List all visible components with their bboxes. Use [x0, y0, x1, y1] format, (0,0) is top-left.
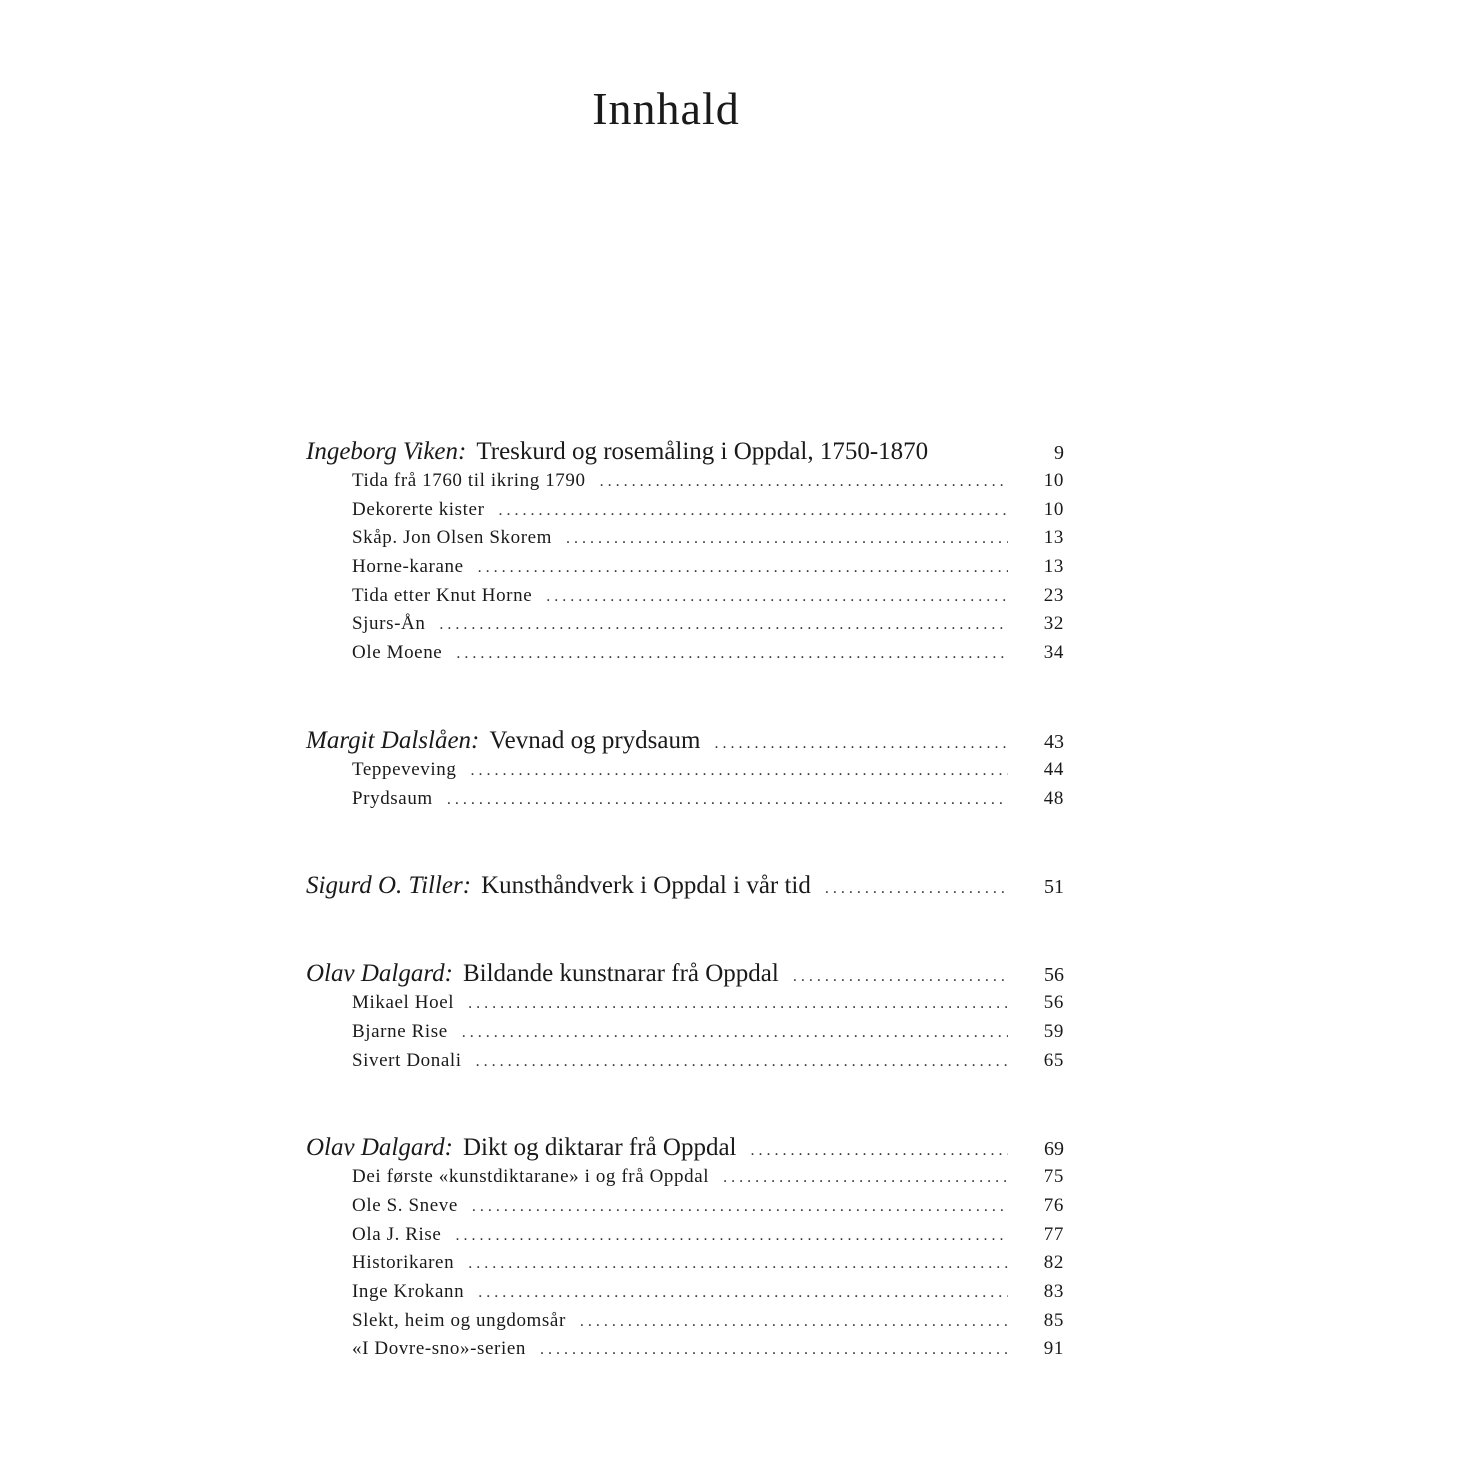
entry-title: Skåp. Jon Olsen Skorem	[352, 527, 553, 549]
dot-leader	[793, 968, 1008, 986]
toc-entry-row[interactable]	[306, 1338, 1064, 1367]
page-number: 91	[1043, 1338, 1064, 1360]
toc-section	[306, 872, 1064, 904]
entry-title: Sjurs-Ån	[352, 613, 426, 635]
toc-entry-row[interactable]	[306, 1310, 1064, 1339]
page-number: 44	[1043, 758, 1064, 780]
chapter-author: Margit Dalslåen:	[306, 726, 480, 754]
dot-leader	[468, 1255, 1008, 1273]
page-number: 32	[1043, 613, 1064, 635]
page-number: 83	[1043, 1281, 1064, 1302]
page-number: 34	[1043, 642, 1064, 664]
toc-entry-row[interactable]	[306, 499, 1064, 528]
chapter-author: Olav Dalgard:	[306, 1134, 453, 1162]
toc-entry-row[interactable]	[306, 1021, 1064, 1050]
entry-title: Dei første «kunstdiktarane» i og frå Oppdal	[352, 1166, 710, 1188]
dot-leader	[546, 588, 1008, 606]
toc-entry-row[interactable]	[306, 1195, 1064, 1224]
dot-leader	[723, 1169, 1008, 1187]
entry-title: Sivert Donali	[352, 1049, 462, 1071]
toc-entry-row[interactable]	[306, 1050, 1064, 1079]
toc-chapter-row[interactable]	[306, 960, 1064, 992]
chapter-title: Bildande kunstnarar frå Oppdal	[462, 960, 779, 988]
page-number: 56	[1043, 992, 1064, 1014]
page-number: 75	[1043, 1166, 1064, 1188]
entry-title: Inge Krokann	[352, 1281, 465, 1302]
chapter-title: Dikt og diktarar frå Oppdal	[462, 1134, 737, 1162]
page-number: 13	[1043, 556, 1064, 578]
dot-leader	[455, 1227, 1008, 1245]
toc-entry-row[interactable]	[306, 1224, 1064, 1253]
dot-leader	[478, 559, 1008, 577]
entry-title: Dekorerte kister	[352, 498, 485, 520]
dot-leader	[472, 1198, 1008, 1216]
dot-leader	[499, 502, 1008, 520]
dot-leader	[714, 735, 1008, 753]
dot-leader	[476, 1053, 1008, 1071]
dot-leader	[825, 880, 1008, 898]
dot-leader	[751, 1142, 1008, 1160]
dot-leader	[600, 473, 1008, 491]
page-number: 82	[1043, 1252, 1064, 1274]
dot-leader	[447, 791, 1008, 809]
entry-title: «I Dovre-sno»-serien	[352, 1338, 526, 1360]
toc-entry-row[interactable]	[306, 1252, 1064, 1281]
toc-entry-row[interactable]	[306, 527, 1064, 556]
entry-title: Teppeveving	[352, 758, 457, 780]
toc-chapter-row[interactable]	[306, 872, 1064, 904]
chapter-title: Treskurd og rosemåling i Oppdal, 1750-1870	[476, 438, 929, 465]
toc-entry-row[interactable]	[306, 642, 1064, 671]
toc-entry-row[interactable]	[306, 1281, 1064, 1310]
table-of-contents	[306, 438, 1064, 1423]
page-number: 85	[1043, 1309, 1064, 1331]
chapter-author: Sigurd O. Tiller:	[306, 872, 472, 900]
page-number: 10	[1043, 498, 1064, 520]
dot-leader	[462, 1024, 1008, 1042]
toc-section	[306, 1134, 1064, 1367]
entry-title: Tida frå 1760 til ikring 1790	[352, 470, 586, 491]
entry-title: Historikaren	[352, 1252, 455, 1274]
toc-entry-row[interactable]	[306, 759, 1064, 788]
chapter-title: Vevnad og prydsaum	[489, 726, 701, 754]
toc-entry-row[interactable]	[306, 470, 1064, 499]
entry-title: Ole S. Sneve	[352, 1194, 458, 1216]
toc-section	[306, 960, 1064, 1078]
toc-section	[306, 727, 1064, 816]
entry-title: Bjarne Rise	[352, 1020, 448, 1042]
page-number: 51	[1044, 876, 1064, 899]
page-number: 43	[1044, 730, 1064, 753]
chapter-title: Kunsthåndverk i Oppdal i vår tid	[481, 872, 811, 900]
page-number: 23	[1043, 584, 1064, 606]
toc-entry-row[interactable]	[306, 613, 1064, 642]
entry-title: Ole Moene	[352, 642, 443, 664]
page-number: 9	[1054, 442, 1064, 464]
page-number: 77	[1043, 1223, 1064, 1245]
toc-chapter-row[interactable]	[306, 1134, 1064, 1166]
dot-leader	[478, 1284, 1008, 1302]
toc-entry-row[interactable]	[306, 992, 1064, 1021]
toc-section	[306, 438, 1064, 671]
dot-leader	[540, 1341, 1008, 1359]
dot-leader	[566, 530, 1008, 548]
dot-leader	[470, 762, 1008, 780]
entry-title: Mikael Hoel	[352, 992, 455, 1014]
toc-chapter-row[interactable]	[306, 727, 1064, 759]
dot-leader	[468, 995, 1008, 1013]
entry-title: Horne-karane	[352, 556, 464, 578]
page-number: 65	[1043, 1049, 1064, 1071]
chapter-author: Ingeborg Viken:	[306, 438, 467, 465]
entry-title: Prydsaum	[352, 787, 433, 809]
entry-title: Tida etter Knut Horne	[352, 584, 533, 606]
page-number: 69	[1044, 1138, 1064, 1161]
page-number: 59	[1043, 1020, 1064, 1042]
toc-entry-row[interactable]	[306, 788, 1064, 817]
entry-title: Ola J. Rise	[352, 1223, 442, 1245]
chapter-author: Olav Dalgard:	[306, 960, 453, 988]
page-number: 76	[1043, 1194, 1064, 1216]
page-number: 13	[1043, 527, 1064, 549]
dot-leader	[580, 1313, 1008, 1331]
toc-entry-row[interactable]	[306, 1166, 1064, 1195]
dot-leader	[439, 616, 1008, 634]
toc-chapter-row[interactable]	[306, 438, 1064, 470]
dot-leader	[456, 645, 1008, 663]
page-number: 48	[1043, 787, 1064, 809]
entry-title: Slekt, heim og ungdomsår	[352, 1309, 566, 1331]
page-number: 10	[1043, 470, 1064, 491]
toc-entry-row[interactable]	[306, 556, 1064, 585]
toc-entry-row[interactable]	[306, 585, 1064, 614]
page-number: 56	[1044, 964, 1064, 987]
page-title: Innhald	[592, 83, 740, 134]
